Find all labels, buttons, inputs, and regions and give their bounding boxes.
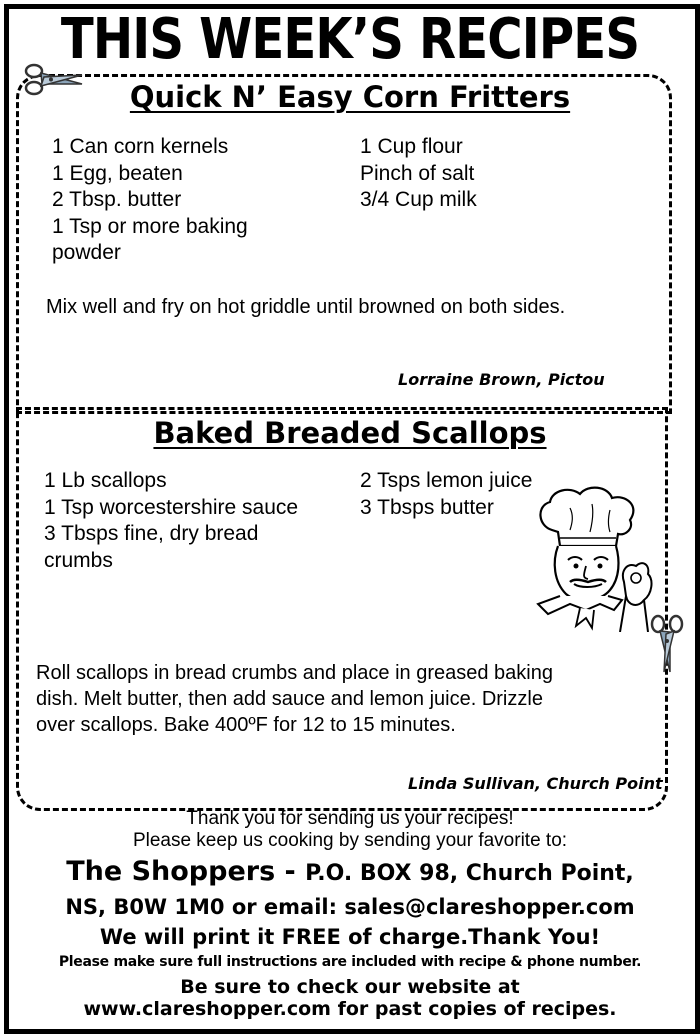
ingredient: 3 Tbsps butter bbox=[360, 495, 494, 519]
shoppers-address: P.O. BOX 98, Church Point, bbox=[305, 861, 634, 886]
method-corn-fritters: Mix well and fry on hot griddle until browned on both sides. bbox=[46, 296, 566, 318]
footer-print-free: We will print it FREE of charge.Thank You! bbox=[99, 925, 601, 949]
ingredient: 2 Tsps lemon juice bbox=[360, 469, 533, 492]
ingredient: powder bbox=[52, 241, 121, 264]
ingredient: 1 Cup flour bbox=[360, 135, 463, 158]
ingredients-right-corn-fritters bbox=[360, 134, 477, 214]
footer-keep-cooking: Please keep us cooking by sending your favorite to: bbox=[132, 830, 568, 851]
footer-thanks: Thank you for sending us your recipes! bbox=[186, 808, 514, 829]
scissors-icon bbox=[648, 614, 688, 676]
ingredients-right-baked-scallops bbox=[360, 468, 532, 521]
recipe-title-baked-scallops: Baked Breaded Scallops bbox=[153, 416, 547, 450]
ingredient: 1 Tsp worcestershire sauce bbox=[44, 495, 299, 519]
ingredient: 3 Tbsps fine, dry bread bbox=[44, 522, 259, 545]
shoppers-name: The Shoppers - bbox=[66, 856, 306, 887]
chef-illustration bbox=[530, 486, 656, 632]
footer-check-site: Be sure to check our website at bbox=[180, 976, 520, 998]
ingredient: 2 Tbsp. butter bbox=[52, 188, 182, 211]
method-line: Roll scallops in bread crumbs and place in greased baking bbox=[36, 662, 553, 684]
footer-website[interactable]: www.clareshopper.com for past copies of recipes. bbox=[83, 998, 617, 1020]
footer-instructions: Please make sure full instructions are included with recipe & phone number. bbox=[58, 954, 642, 970]
ingredient: 1 Tsp or more baking bbox=[52, 214, 248, 238]
footer-address-line2: NS, B0W 1M0 or email: sales@clareshopper.com bbox=[65, 895, 635, 919]
page-title: THIS WEEK’S RECIPES bbox=[60, 7, 640, 72]
author-corn-fritters: Lorraine Brown, Pictou bbox=[398, 370, 605, 389]
author-baked-scallops: Linda Sullivan, Church Point bbox=[408, 774, 663, 793]
ingredients-left-corn-fritters bbox=[52, 134, 248, 267]
ingredient: 1 Egg, beaten bbox=[52, 161, 183, 185]
ingredients-left-baked-scallops bbox=[44, 468, 298, 574]
footer-shoppers-line bbox=[0, 854, 700, 893]
recipe-title-corn-fritters: Quick N’ Easy Corn Fritters bbox=[129, 80, 571, 114]
ingredient: 3/4 Cup milk bbox=[360, 188, 477, 211]
method-baked-scallops bbox=[36, 660, 553, 738]
ingredient: 1 Can corn kernels bbox=[52, 135, 229, 158]
method-line: over scallops. Bake 400ºF for 12 to 15 minutes. bbox=[36, 714, 456, 736]
ingredient: 1 Lb scallops bbox=[44, 469, 167, 492]
ingredient: crumbs bbox=[44, 548, 113, 572]
ingredient: Pinch of salt bbox=[360, 161, 475, 185]
method-line: dish. Melt butter, then add sauce and lemon juice. Drizzle bbox=[36, 688, 543, 710]
